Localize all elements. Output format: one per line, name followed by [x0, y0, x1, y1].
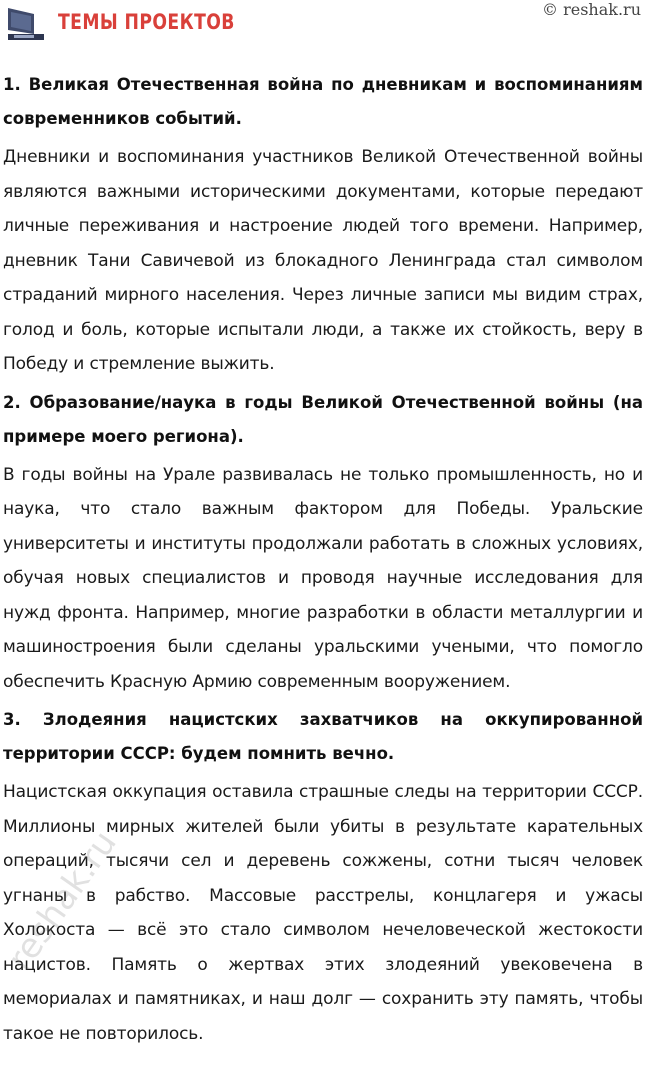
laptop-logo-icon: [4, 4, 48, 44]
site-watermark: © reshak.ru: [542, 0, 641, 19]
brand-title: ТЕМЫ ПРОЕКТОВ: [58, 10, 235, 34]
page-header: [0, 0, 645, 52]
section-body-2: В годы войны на Урале развивалась не только промышленность, но и наука, что стало важным фактором для Победы. Уральские университеты и институты продолжали работать в сложных условиях, обучая новых специалистов и проводя научные исследования для нужд фронта. Например, многие разработки в области металлургии и машиностроения были сделаны уральскими учеными, что помогло обеспечить Красную Армию современным вооружением.: [3, 464, 643, 692]
section-heading-2: 2. Образование/наука в годы Великой Отечественной войны (на примере моего региона).: [3, 392, 643, 446]
article-content: [3, 68, 643, 1051]
section-heading-1: 1. Великая Отечественная война по дневникам и воспоминаниям современников событий.: [3, 75, 643, 128]
diagonal-watermark: reshak.ru: [0, 823, 125, 978]
section-body-1: Дневники и воспоминания участников Великой Отечественной войны являются важными историческими документами, которые передают личные переживания и настроение людей того времени. Например, дневник Тани Савичевой из блокадного Ленинграда стал символом страданий мирного населения. Через личные записи мы видим страх, голод и боль, которые испытали люди, а также их стойкость, веру в Победу и стремление выжить.: [3, 147, 643, 374]
section-heading-3: 3. Злодеяния нацистских захватчиков на оккупированной территории СССР: будем помнить вечно.: [3, 710, 643, 763]
section-body-3: Нацистская оккупация оставила страшные следы на территории СССР. Миллионы мирных жителей были убиты в результате карательных операций, тысячи сел и деревень сожжены, сотни тысяч человек угнаны в рабство. Массовые расстрелы, концлагеря и ужасы Холокоста — всё это стало символом нечеловеческой жестокости нацистов. Память о жертвах этих злодеяний увековечена в мемориалах и памятниках, и наш долг — сохранить эту память, чтобы такое не повторилось.: [3, 782, 643, 1044]
